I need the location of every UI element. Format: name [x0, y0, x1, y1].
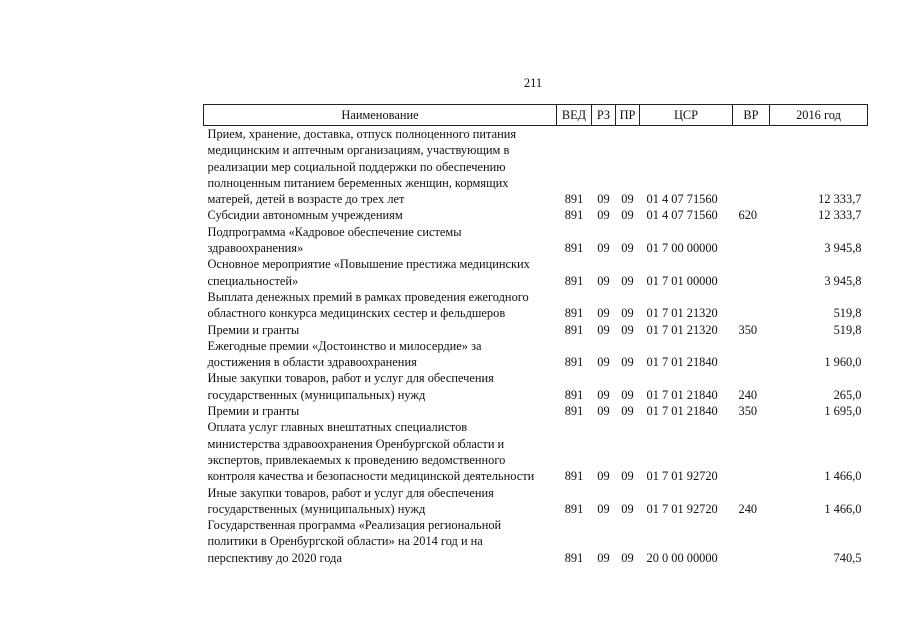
row-name-line: матерей, детей в возрасте до трех лет — [207, 192, 405, 207]
row-name-line: Иные закупки товаров, работ и услуг для обеспечения — [207, 371, 494, 386]
row-rz: 09 — [597, 241, 610, 256]
row-ved: 891 — [564, 550, 584, 565]
row-vr — [733, 256, 770, 289]
row-pr: 09 — [621, 355, 634, 370]
row-name-line: экспертов, привлекаемых к проведению ведомственного — [207, 452, 506, 467]
row-name-line: областного конкурса медицинских сестер и фельдшеров — [207, 306, 506, 321]
row-name — [204, 322, 557, 338]
row-sum-2016: 1 960,0 — [824, 355, 862, 370]
table-row — [204, 256, 868, 289]
row-name — [204, 289, 557, 322]
row-name-line: политики в Оренбургской области» на 2014 год и на — [207, 534, 483, 549]
row-pr: 09 — [621, 387, 634, 402]
row-ved: 891 — [564, 404, 584, 419]
row-sum-2016: 1 695,0 — [824, 404, 862, 419]
row-csr: 01 7 01 21320 — [646, 322, 718, 337]
row-name-line: Иные закупки товаров, работ и услуг для обеспечения — [207, 485, 494, 500]
row-ved: 891 — [564, 469, 584, 484]
row-name — [204, 485, 557, 518]
row-sum-2016: 12 333,7 — [818, 192, 862, 207]
row-vr — [733, 224, 770, 257]
row-csr: 01 4 07 71560 — [646, 208, 718, 223]
row-csr: 01 7 01 21840 — [646, 404, 718, 419]
row-ved: 891 — [564, 501, 584, 516]
header-2016: 2016 год — [770, 105, 868, 126]
table-header-row — [204, 105, 868, 126]
row-name-line: Премии и гранты — [207, 322, 300, 337]
row-rz: 09 — [597, 404, 610, 419]
row-name-line: государственных (муниципальных) нужд — [207, 387, 426, 402]
table-row — [204, 338, 868, 371]
row-csr: 01 7 01 21840 — [646, 387, 718, 402]
row-name — [204, 338, 557, 371]
row-ved: 891 — [564, 241, 584, 256]
row-sum-2016: 1 466,0 — [824, 501, 862, 516]
table-row — [204, 289, 868, 322]
row-vr: 620 — [738, 208, 758, 223]
row-name-line: Основное мероприятие «Повышение престижа медицинских — [207, 257, 530, 272]
row-sum-2016: 519,8 — [833, 322, 862, 337]
row-pr: 09 — [621, 550, 634, 565]
row-name-line: Премии и гранты — [207, 404, 300, 419]
table-row — [204, 224, 868, 257]
row-csr: 01 7 01 00000 — [646, 273, 718, 288]
row-csr: 01 7 01 21840 — [646, 355, 718, 370]
row-pr: 09 — [621, 273, 634, 288]
header-csr: ЦСР — [640, 105, 733, 126]
table-row — [204, 126, 868, 208]
table-row — [204, 207, 868, 223]
row-vr — [733, 289, 770, 322]
row-pr: 09 — [621, 322, 634, 337]
row-name — [204, 207, 557, 223]
row-rz: 09 — [597, 322, 610, 337]
row-vr: 350 — [738, 322, 758, 337]
row-sum-2016: 740,5 — [833, 550, 862, 565]
row-pr: 09 — [621, 306, 634, 321]
row-name-line: перспективу до 2020 года — [207, 550, 342, 565]
row-name-line: Ежегодные премии «Достоинство и милосердие» за — [207, 338, 482, 353]
row-name-line: Государственная программа «Реализация региональной — [207, 518, 502, 533]
row-rz: 09 — [597, 306, 610, 321]
row-name — [204, 256, 557, 289]
row-vr — [733, 517, 770, 566]
row-ved: 891 — [564, 387, 584, 402]
row-vr: 350 — [738, 404, 758, 419]
row-name — [204, 403, 557, 419]
header-rz: РЗ — [592, 105, 616, 126]
row-sum-2016: 12 333,7 — [818, 208, 862, 223]
row-name-line: Прием, хранение, доставка, отпуск полноценного питания — [207, 127, 517, 141]
row-name-line: государственных (муниципальных) нужд — [207, 501, 426, 516]
row-ved: 891 — [564, 355, 584, 370]
row-sum-2016: 265,0 — [833, 387, 862, 402]
row-sum-2016: 1 466,0 — [824, 469, 862, 484]
row-csr: 01 7 00 00000 — [646, 241, 718, 256]
table-row — [204, 403, 868, 419]
row-name — [204, 517, 557, 566]
row-name-line: медицинским и аптечным организациям, участвующим в — [207, 143, 510, 158]
header-pr: ПР — [616, 105, 640, 126]
row-vr: 240 — [738, 501, 758, 516]
row-name-line: здравоохранения» — [207, 241, 304, 256]
row-sum-2016: 3 945,8 — [824, 273, 862, 288]
row-name-line: Подпрограмма «Кадровое обеспечение системы — [207, 224, 462, 239]
row-name — [204, 419, 557, 484]
row-sum-2016: 519,8 — [833, 306, 862, 321]
row-name-line: специальностей» — [207, 273, 299, 288]
row-pr: 09 — [621, 501, 634, 516]
row-vr — [733, 419, 770, 484]
row-vr: 240 — [738, 387, 758, 402]
header-ved: ВЕД — [557, 105, 592, 126]
row-sum-2016: 3 945,8 — [824, 241, 862, 256]
row-csr: 01 7 01 21320 — [646, 306, 718, 321]
row-rz: 09 — [597, 273, 610, 288]
row-rz: 09 — [597, 387, 610, 402]
row-rz: 09 — [597, 208, 610, 223]
row-name-line: Оплата услуг главных внештатных специалистов — [207, 420, 468, 435]
row-csr: 01 4 07 71560 — [646, 192, 718, 207]
row-ved: 891 — [564, 306, 584, 321]
table-row — [204, 322, 868, 338]
table-row — [204, 419, 868, 484]
row-name-line: министерства здравоохранения Оренбургской области и — [207, 436, 505, 451]
header-vr: ВР — [733, 105, 770, 126]
row-ved: 891 — [564, 322, 584, 337]
row-rz: 09 — [597, 501, 610, 516]
row-name-line: контроля качества и безопасности медицинской деятельности — [207, 469, 535, 484]
row-ved: 891 — [564, 208, 584, 223]
row-name-line: Выплата денежных премий в рамках проведения ежегодного — [207, 289, 529, 304]
row-pr: 09 — [621, 192, 634, 207]
row-pr: 09 — [621, 241, 634, 256]
table-row — [204, 517, 868, 566]
row-name-line: реализации мер социальной поддержки по обеспечению — [207, 159, 506, 174]
row-name — [204, 126, 557, 208]
row-csr: 01 7 01 92720 — [646, 469, 718, 484]
row-name — [204, 370, 557, 403]
table-row — [204, 485, 868, 518]
row-rz: 09 — [597, 469, 610, 484]
row-name-line: Субсидии автономным учреждениям — [207, 208, 403, 223]
row-name-line: достижения в области здравоохранения — [207, 355, 417, 370]
row-vr — [733, 338, 770, 371]
row-name — [204, 224, 557, 257]
row-pr: 09 — [621, 208, 634, 223]
row-name-line: полноценным питанием беременных женщин, кормящих — [207, 175, 509, 190]
page-number: 211 — [523, 76, 543, 90]
table-row — [204, 370, 868, 403]
row-pr: 09 — [621, 469, 634, 484]
row-ved: 891 — [564, 273, 584, 288]
row-rz: 09 — [597, 355, 610, 370]
budget-table — [203, 104, 868, 566]
header-name: Наименование — [204, 105, 557, 126]
row-ved: 891 — [564, 192, 584, 207]
table-body — [204, 126, 868, 567]
row-csr: 01 7 01 92720 — [646, 501, 718, 516]
row-rz: 09 — [597, 550, 610, 565]
row-csr: 20 0 00 00000 — [646, 550, 718, 565]
row-pr: 09 — [621, 404, 634, 419]
row-vr — [733, 126, 770, 208]
row-rz: 09 — [597, 192, 610, 207]
